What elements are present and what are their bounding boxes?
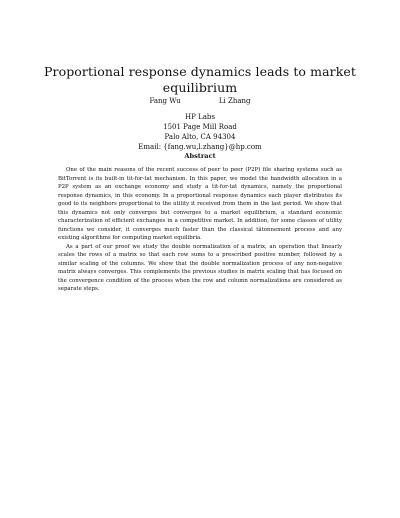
author-list (0, 96, 400, 106)
affiliation-org: HP Labs (185, 113, 215, 121)
abstract-paragraph: As a part of our proof we study the double normalization of a matrix, an operation that linearly scales the rows of a matrix so that each row sums to a prescribed positive number, followed by a similar scaling of the columns. We show that the double normalization process of any non-negative matrix always converges. This complements the previous studies in matrix scaling that has focused on the convergence condition of the process when the row and column normalizations are considered as separate steps. (58, 243, 342, 292)
abstract-body (58, 166, 342, 294)
affiliation-block (0, 112, 400, 152)
author-name: Li Zhang (218, 97, 251, 105)
abstract-heading: Abstract (184, 152, 216, 160)
abstract-paragraph: One of the main reasons of the recent success of peer to peer (P2P) file sharing systems such as BitTorrent is its built-in tit-for-tat mechanism. In this paper, we model the bandwidth allocation in a P2P system as an exchange economy and study a tit-for-tat dynamics, namely the proportional response dynamics, in this economy. In a proportional response dynamics each player distributes its good to its neighbors proportional to the utility it received from them in the last period. We show that this dynamics not only converges but converges to a market equilibrium, a standard economic characterization of efficient exchanges in a competitive market. In addition, for some classes of utility functions we consider, it converges much faster than the classical tâtonnement process and any existing algorithms for computing market equilibria. (58, 167, 342, 241)
paper-title: Proportional response dynamics leads to market equilibrium (43, 64, 357, 95)
author-name: Fang Wu (149, 97, 181, 105)
affiliation-city: Palo Alto, CA 94304 (164, 133, 236, 141)
affiliation-email: Email: {fang.wu,l.zhang}@hp.com (138, 143, 262, 151)
affiliation-street: 1501 Page Mill Road (163, 123, 237, 131)
